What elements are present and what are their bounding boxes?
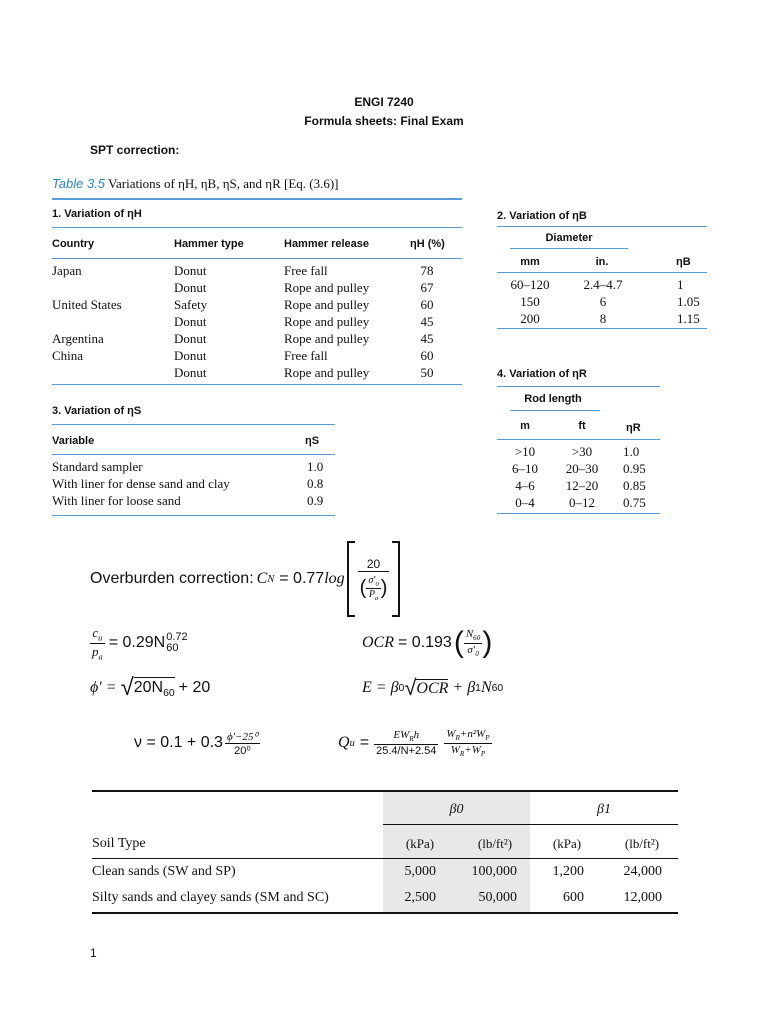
part4-ft-column	[556, 443, 608, 511]
table-cell: 1.0	[307, 459, 324, 474]
col-eta-s: ηS	[305, 435, 320, 447]
col-soil-type: Soil Type	[92, 836, 146, 851]
soil-row-1: Clean sands (SW and SP)	[92, 864, 236, 879]
cu-numerator: $c_u$	[90, 625, 105, 644]
table-cell: 20–30	[565, 461, 599, 476]
col-beta1-kpa: (kPa)	[552, 836, 582, 851]
table-cell	[52, 364, 122, 381]
table-cell: 50	[420, 365, 434, 380]
table-cell: 0.8	[307, 476, 324, 491]
table-cell: 1.05	[677, 294, 700, 309]
col-hammer-release: Hammer release	[284, 238, 370, 250]
qu-symbol: Q	[338, 734, 350, 751]
part3-bottom-rule	[52, 515, 335, 516]
table-cell: 0.75	[623, 495, 646, 510]
col-hammer-type: Hammer type	[174, 238, 244, 250]
table-cell: Rope and pulley	[284, 331, 370, 346]
cu-exponent: 0.72	[166, 631, 188, 643]
ocr-paren-open: (	[453, 626, 464, 659]
table-cell: Rope and pulley	[284, 280, 370, 295]
part2-rule	[497, 226, 707, 227]
table-cell: 0.95	[623, 461, 646, 476]
table-cell: 1.0	[623, 444, 640, 459]
table-cell: 0–12	[569, 495, 595, 510]
part1-title: 1. Variation of ηH	[52, 208, 142, 220]
part4-rule	[497, 386, 660, 387]
cu-fraction	[90, 625, 105, 661]
cu-formula	[90, 622, 188, 664]
col-country: Country	[52, 238, 95, 250]
table-cell: Donut	[174, 331, 207, 346]
soil-row-1-b0-kpa: 5,000	[404, 864, 436, 879]
table-cell: 200	[520, 311, 540, 326]
left-bracket	[347, 541, 355, 617]
table-cell: Argentina	[52, 331, 104, 346]
p-symbol: p	[92, 643, 99, 659]
qu-num2-text: +n²W	[459, 728, 486, 741]
part3-variable-column	[52, 458, 230, 509]
col-eta-b: ηB	[676, 256, 691, 268]
part2-mm-column	[505, 276, 555, 327]
cn-log: log	[324, 570, 345, 587]
col-beta0-lbft: (lb/ft²)	[477, 836, 513, 851]
cn-numerator: 20	[358, 557, 390, 572]
part1-type-column	[174, 262, 207, 381]
qu-den-2: $W_R+W_P$	[450, 743, 486, 758]
part2-eta-column	[677, 276, 700, 327]
beta1-header: β1	[597, 802, 611, 817]
part1-country-column	[52, 262, 122, 381]
table-cell: 6–10	[512, 461, 538, 476]
soil-row-1-b1-lbft: 24,000	[623, 864, 662, 879]
part1-release-column	[284, 262, 369, 381]
table-cell: Donut	[174, 365, 207, 380]
phi-root-sub: 60	[163, 688, 175, 700]
table-cell: 0.9	[307, 493, 324, 508]
part4-bottom-rule	[497, 513, 660, 514]
soil-row-1-b0-lbft: 100,000	[471, 864, 517, 879]
part3-header-rule	[52, 454, 335, 455]
table-cell: Donut	[174, 314, 207, 329]
paren-close: )	[380, 576, 388, 599]
cu-denominator: $p_a$	[92, 643, 103, 662]
table-cell: 6	[599, 294, 607, 309]
table-cell	[52, 313, 122, 330]
p-a: $P_a$	[368, 588, 379, 602]
ocr-denominator: $\sigma'_0$	[467, 643, 479, 658]
table-cell: China	[52, 348, 84, 363]
table-cell: Donut	[174, 263, 207, 278]
cn-denominator	[358, 572, 390, 602]
table-cell: >10	[514, 444, 536, 459]
phi-radicand	[134, 677, 175, 699]
part3-rule	[52, 424, 335, 425]
col-eta-r: ηR	[626, 422, 641, 434]
phi-formula	[90, 672, 210, 704]
nu-lhs: ν = 0.1 + 0.3	[134, 734, 223, 751]
part1-bottom-rule	[52, 384, 462, 385]
table-cell: Japan	[52, 263, 82, 278]
soil-row-2-b1-lbft: 12,000	[623, 890, 662, 905]
table-cell: >30	[571, 444, 593, 459]
col-variable: Variable	[52, 435, 95, 447]
table-cell: Rope and pulley	[284, 314, 370, 329]
table-cell: Rope and pulley	[284, 297, 370, 312]
col-eta-h: ηH (%)	[410, 238, 445, 250]
soil-row-2-b1-kpa: 600	[563, 890, 584, 905]
part4-eta-column	[623, 443, 646, 511]
e-lhs: E = β	[362, 679, 399, 696]
nu-denominator: 20⁰	[234, 744, 251, 757]
part4-title: 4. Variation of ηR	[497, 368, 587, 380]
table-cell: United States	[52, 297, 122, 312]
table-cell: 67	[420, 280, 434, 295]
table-cell: 0–4	[515, 495, 535, 510]
beta-bottom-rule	[92, 912, 678, 914]
part2-group-rule	[510, 248, 628, 249]
qu-formula: Q u = $\frac{EW_Rh}{25.4/N+2.54}$ $\frac{W_R+n^2W_P}{W_R+W_P}$	[338, 728, 490, 758]
sigma-over-pa	[366, 575, 380, 602]
table-cell: Free fall	[284, 348, 328, 363]
qu-fraction-1	[374, 729, 438, 756]
beta-header-rule	[92, 858, 678, 859]
cn-coefficient: = 0.77	[279, 570, 325, 587]
col-mm: mm	[520, 256, 540, 268]
table-cell: 4–6	[515, 478, 535, 493]
cu-subscript: 60	[166, 642, 179, 654]
part1-header-rule	[52, 258, 462, 259]
qu-den2-text: +W	[464, 743, 481, 756]
table-cell: Donut	[174, 348, 207, 363]
table-cell: Rope and pulley	[284, 365, 370, 380]
e-formula: E = β 0 √ OCR + β 1 N 60	[362, 675, 504, 700]
paren-open: (	[359, 576, 367, 599]
qu-num1-text: EW	[393, 729, 410, 742]
cn-symbol: C	[256, 570, 268, 587]
col-beta0-kpa: (kPa)	[405, 836, 435, 851]
part2-title: 2. Variation of ηB	[497, 210, 587, 222]
sqrt-sign: √	[120, 674, 134, 701]
table-cell: 60	[420, 297, 434, 312]
table-label: Table 3.5	[52, 176, 106, 191]
table-cell: Standard sampler	[52, 459, 143, 474]
beta0-header: β0	[449, 802, 464, 817]
col-in: in.	[595, 256, 609, 268]
qu-den-1: 25.4/N+2.54	[376, 744, 437, 757]
table-cell: 78	[420, 263, 434, 278]
cn-fraction	[358, 557, 390, 602]
col-m: m	[520, 420, 530, 432]
document-subtitle: Formula sheets: Final Exam	[304, 114, 464, 128]
soil-row-1-b1-kpa: 1,200	[552, 864, 584, 879]
nu-fraction	[225, 730, 260, 757]
c-symbol: c	[92, 624, 99, 640]
overburden-formula	[90, 540, 400, 618]
part4-m-column	[500, 443, 550, 511]
overburden-label: Overburden correction:	[90, 570, 254, 587]
ocr-formula	[362, 622, 492, 664]
table-caption	[52, 176, 339, 192]
qu-equals: =	[359, 734, 370, 751]
part2-bottom-rule	[497, 328, 707, 329]
e-radicand: OCR	[416, 679, 449, 697]
caption-rule	[52, 198, 462, 200]
sigma-prime-0: $\sigma'_0$	[368, 574, 379, 588]
table-cell: 12–20	[565, 478, 599, 493]
part3-title: 3. Variation of ηS	[52, 405, 142, 417]
ocr-coefficient: = 0.193	[398, 634, 452, 651]
table-cell: Donut	[174, 280, 207, 295]
soil-row-2: Silty sands and clayey sands (SM and SC)	[92, 890, 329, 905]
page-number: 1	[90, 946, 97, 960]
table-cell: 45	[420, 314, 434, 329]
table-cell: Free fall	[284, 263, 328, 278]
table-cell: 8	[599, 311, 607, 326]
cu-scripts	[166, 632, 187, 654]
ocr-numerator: $N_{60}$	[465, 628, 481, 643]
part2-in-column	[578, 276, 628, 327]
cn-subscript: N	[267, 573, 275, 585]
table-cell: 45	[420, 331, 434, 346]
nu-numerator: ϕ′−25⁰	[226, 730, 258, 743]
part2-header-rule	[497, 272, 707, 273]
right-bracket	[392, 541, 400, 617]
table-cell: 2.4–4.7	[583, 277, 623, 292]
course-title: ENGI 7240	[354, 95, 414, 109]
phi-lhs: ϕ′ =	[90, 679, 117, 696]
section-heading: SPT correction:	[90, 143, 180, 157]
part4-group: Rod length	[524, 393, 582, 405]
col-ft: ft	[578, 420, 586, 432]
part1-eta-column	[412, 262, 442, 381]
table-cell: 60–120	[510, 277, 550, 292]
ocr-paren-close: )	[482, 626, 493, 659]
table-cell: With liner for dense sand and clay	[52, 476, 230, 491]
part4-header-rule	[497, 439, 660, 440]
qu-fraction-2	[444, 728, 491, 757]
soil-row-2-b0-lbft: 50,000	[478, 890, 517, 905]
soil-row-2-b0-kpa: 2,500	[404, 890, 436, 905]
table-cell: 0.85	[623, 478, 646, 493]
table-caption-text: Variations of ηH, ηB, ηS, and ηR [Eq. (3.6)]	[108, 176, 339, 191]
part3-eta-column	[307, 458, 323, 509]
nu-formula	[134, 722, 260, 764]
col-beta1-lbft: (lb/ft²)	[624, 836, 660, 851]
qu-num-2: $W_R+n^2W_P$	[446, 728, 490, 743]
beta-group-rule	[383, 824, 678, 825]
table-cell: With liner for loose sand	[52, 493, 181, 508]
ocr-fraction	[464, 628, 482, 657]
phi-root-text: 20N	[133, 678, 164, 696]
qu-num-1: $EW_Rh$	[374, 729, 438, 744]
table-cell: 1	[677, 277, 684, 292]
table-cell: 60	[420, 348, 434, 363]
table-cell: 150	[520, 294, 540, 309]
part1-rule	[52, 227, 462, 228]
cu-rhs: = 0.29N	[108, 634, 166, 651]
e-sqrt-sign: √	[404, 675, 417, 700]
table-cell: 1.15	[677, 311, 700, 326]
e-tail: N	[480, 679, 492, 696]
part4-group-rule	[510, 410, 600, 411]
table-cell: Safety	[174, 297, 208, 312]
e-rest: + β	[452, 679, 476, 696]
phi-rest: + 20	[178, 679, 211, 696]
ocr-lhs: OCR	[362, 634, 394, 651]
table-cell	[52, 279, 122, 296]
part2-group: Diameter	[545, 232, 593, 244]
